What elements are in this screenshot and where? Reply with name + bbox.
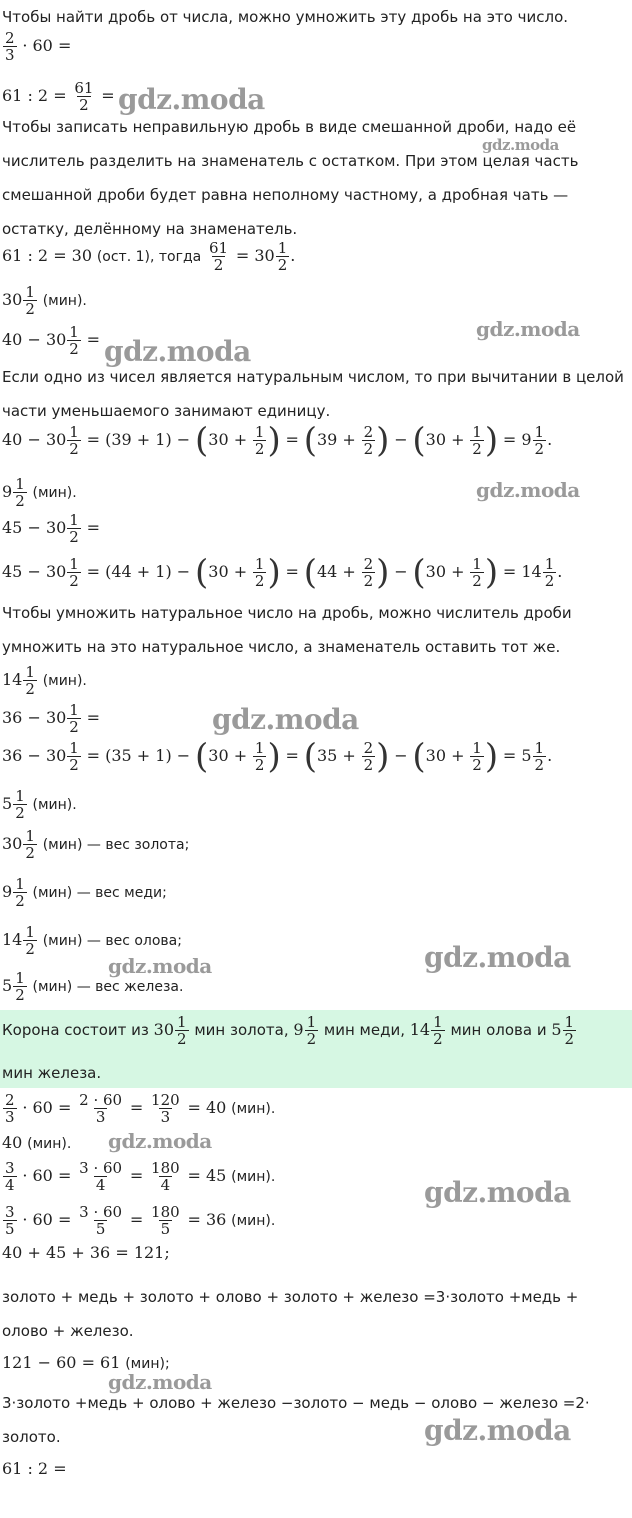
watermark-logo: gdz.moda (424, 941, 571, 974)
fraction: $\frac{1}{2}$ (15, 475, 25, 510)
rule-multiply: Чтобы умножить натуральное число на дробь, можно числитель дроби (2, 604, 572, 622)
fraction: $\frac{1}{2}$ (544, 555, 555, 590)
final-line: 61 : 2 = (2, 1459, 67, 1478)
fraction: $\frac{1}{2}$ (564, 1013, 575, 1048)
fraction: $\frac{61}{2}$ (74, 79, 94, 114)
fraction: $\frac{1}{2}$ (15, 787, 25, 822)
result-line: 40 (мин). (2, 1133, 72, 1152)
fraction: $\frac{1}{2}$ (15, 969, 25, 1004)
fraction: $\frac{1}{2}$ (25, 283, 35, 318)
word-equation: олово + железо. (2, 1322, 134, 1340)
expression-line: 40 − 30 $\frac{1}{2}$ = (39 + 1) − (30 + $\frac{1}{2}$ ) = (39 + $\frac{2}{2}$ ) − (30 + $\frac{1}{2}$ ) = 9 $\frac{1}{2}$ . (2, 420, 553, 461)
fraction: $\frac{1}{2}$ (534, 423, 545, 458)
fraction: $\frac{1}{2}$ (69, 555, 79, 590)
expression-line: 61 : 2 = $\frac{61}{2}$ = (2, 79, 115, 114)
rule-mixed-fraction: остатку, делённому на знаменатель. (2, 220, 298, 238)
fraction: $\frac{2}{3}$ (5, 1091, 15, 1126)
result-line: 30 $\frac{1}{2}$ (мин). (2, 283, 87, 318)
fraction: $\frac{3}{4}$ (5, 1159, 15, 1194)
expression-line: 36 − 30 $\frac{1}{2}$ = (35 + 1) − (30 + $\frac{1}{2}$ ) = (35 + $\frac{2}{2}$ ) − (30 + $\frac{1}{2}$ ) = 5 $\frac{1}{2}$ . (2, 736, 553, 777)
watermark-logo: gdz.moda (118, 83, 265, 116)
fraction: $\frac{1}{2}$ (534, 739, 545, 774)
expression-line: $\frac{2}{3}$ · 60 = (5, 29, 72, 64)
fraction: $\frac{1}{2}$ (69, 701, 79, 736)
fraction: $\frac{1}{2}$ (25, 827, 35, 862)
fraction: $\frac{1}{2}$ (472, 555, 482, 590)
fraction: $\frac{3}{5}$ (5, 1203, 15, 1238)
fraction: $\frac{3 \cdot 60}{4}$ (79, 1159, 123, 1194)
calc-line: $\frac{3}{5}$ · 60 = $\frac{3 \cdot 60}{5}$ = $\frac{180}{5}$ = 36 (мин). (5, 1203, 276, 1238)
fraction: $\frac{3 \cdot 60}{5}$ (79, 1203, 123, 1238)
weight-tin: 14 $\frac{1}{2}$ (мин) — вес олова; (2, 923, 182, 958)
weight-iron: 5 $\frac{1}{2}$ (мин) — вес железа. (2, 969, 184, 1004)
fraction: $\frac{1}{2}$ (177, 1013, 187, 1048)
watermark-logo: gdz.moda (424, 1176, 571, 1209)
watermark-logo: gdz.moda (482, 136, 559, 154)
watermark-logo: gdz.moda (108, 954, 212, 978)
expression-line: 40 − 30 $\frac{1}{2}$ = (2, 323, 101, 358)
fraction: $\frac{1}{2}$ (277, 239, 288, 274)
calc-line: $\frac{2}{3}$ · 60 = $\frac{2 \cdot 60}{3}$ = $\frac{120}{3}$ = 40 (мин). (5, 1091, 276, 1126)
fraction: $\frac{180}{5}$ (151, 1203, 180, 1238)
rule-mixed-fraction: числитель разделить на знаменатель с остатком. При этом целая часть (2, 152, 579, 170)
fraction: $\frac{1}{2}$ (25, 663, 35, 698)
fraction: $\frac{1}{2}$ (472, 739, 482, 774)
weight-copper: 9 $\frac{1}{2}$ (мин) — вес меди; (2, 875, 167, 910)
calc-line: $\frac{3}{4}$ · 60 = $\frac{3 \cdot 60}{4}$ = $\frac{180}{4}$ = 45 (мин). (5, 1159, 276, 1194)
fraction: $\frac{2}{2}$ (363, 555, 374, 590)
rule-subtraction: части уменьшаемого занимают единицу. (2, 402, 331, 420)
fraction: $\frac{1}{2}$ (306, 1013, 317, 1048)
fraction: $\frac{2}{2}$ (363, 423, 374, 458)
expression-line: 61 : 2 = 30 (ост. 1), тогда $\frac{61}{2}$ = 30 $\frac{1}{2}$ . (2, 239, 296, 274)
fraction: $\frac{1}{2}$ (254, 555, 265, 590)
fraction: $\frac{1}{2}$ (254, 739, 265, 774)
rule-mixed-fraction: Чтобы записать неправильную дробь в виде смешанной дроби, надо её (2, 118, 577, 136)
fraction: $\frac{2 \cdot 60}{3}$ (79, 1091, 123, 1126)
fraction: $\frac{2}{3}$ (5, 29, 15, 64)
expression-line: 36 − 30 $\frac{1}{2}$ = (2, 701, 101, 736)
rule-multiply: умножить на это натуральное число, а знаменатель оставить тот же. (2, 638, 561, 656)
fraction: $\frac{1}{2}$ (25, 923, 35, 958)
rule-mixed-fraction: смешанной дроби будет равна неполному частному, а дробная чать — (2, 186, 569, 204)
rule-fraction-of-number: Чтобы найти дробь от числа, можно умножить эту дробь на это число. (2, 8, 569, 26)
result-line: 14 $\frac{1}{2}$ (мин). (2, 663, 87, 698)
expression-line: 45 − 30 $\frac{1}{2}$ = (44 + 1) − (30 + $\frac{1}{2}$ ) = (44 + $\frac{2}{2}$ ) − (30 + $\frac{1}{2}$ ) = 14 $\frac{1}{2}$ . (2, 552, 563, 593)
watermark-logo: gdz.moda (108, 1129, 212, 1153)
fraction: $\frac{120}{3}$ (151, 1091, 180, 1126)
diff-line: 121 − 60 = 61 (мин); (2, 1353, 170, 1372)
watermark-logo: gdz.moda (476, 478, 580, 502)
watermark-logo: gdz.moda (104, 335, 251, 368)
word-equation: золото + медь + золото + олово + золото + железо =3·золото +медь + (2, 1288, 579, 1306)
fraction: $\frac{1}{2}$ (69, 423, 79, 458)
word-equation: золото. (2, 1428, 61, 1446)
fraction: $\frac{1}{2}$ (15, 875, 25, 910)
fraction: $\frac{1}{2}$ (472, 423, 482, 458)
answer-line: мин железа. (2, 1064, 102, 1082)
fraction: $\frac{61}{2}$ (209, 239, 229, 274)
watermark-logo: gdz.moda (212, 703, 359, 736)
fraction: $\frac{1}{2}$ (433, 1013, 443, 1048)
answer-line: Корона состоит из 30 $\frac{1}{2}$ мин золота, 9 $\frac{1}{2}$ мин меди, 14 $\frac{1}{2}$ мин олова и 5 $\frac{1}{2}$ (2, 1013, 575, 1048)
sum-line: 40 + 45 + 36 = 121; (2, 1243, 170, 1262)
word-equation: 3·золото +медь + олово + железо −золото − медь − олово − железо =2· (2, 1394, 590, 1412)
fraction: $\frac{2}{2}$ (363, 739, 374, 774)
watermark-logo: gdz.moda (108, 1370, 212, 1394)
weight-gold: 30 $\frac{1}{2}$ (мин) — вес золота; (2, 827, 190, 862)
watermark-logo: gdz.moda (424, 1414, 571, 1447)
watermark-logo: gdz.moda (476, 317, 580, 341)
rule-subtraction: Если одно из чисел является натуральным числом, то при вычитании в целой (2, 368, 624, 386)
fraction: $\frac{180}{4}$ (151, 1159, 180, 1194)
result-line: 5 $\frac{1}{2}$ (мин). (2, 787, 77, 822)
fraction: $\frac{1}{2}$ (69, 739, 79, 774)
result-line: 9 $\frac{1}{2}$ (мин). (2, 475, 77, 510)
fraction: $\frac{1}{2}$ (69, 323, 79, 358)
fraction: $\frac{1}{2}$ (254, 423, 265, 458)
fraction: $\frac{1}{2}$ (69, 511, 79, 546)
expression-line: 45 − 30 $\frac{1}{2}$ = (2, 511, 101, 546)
